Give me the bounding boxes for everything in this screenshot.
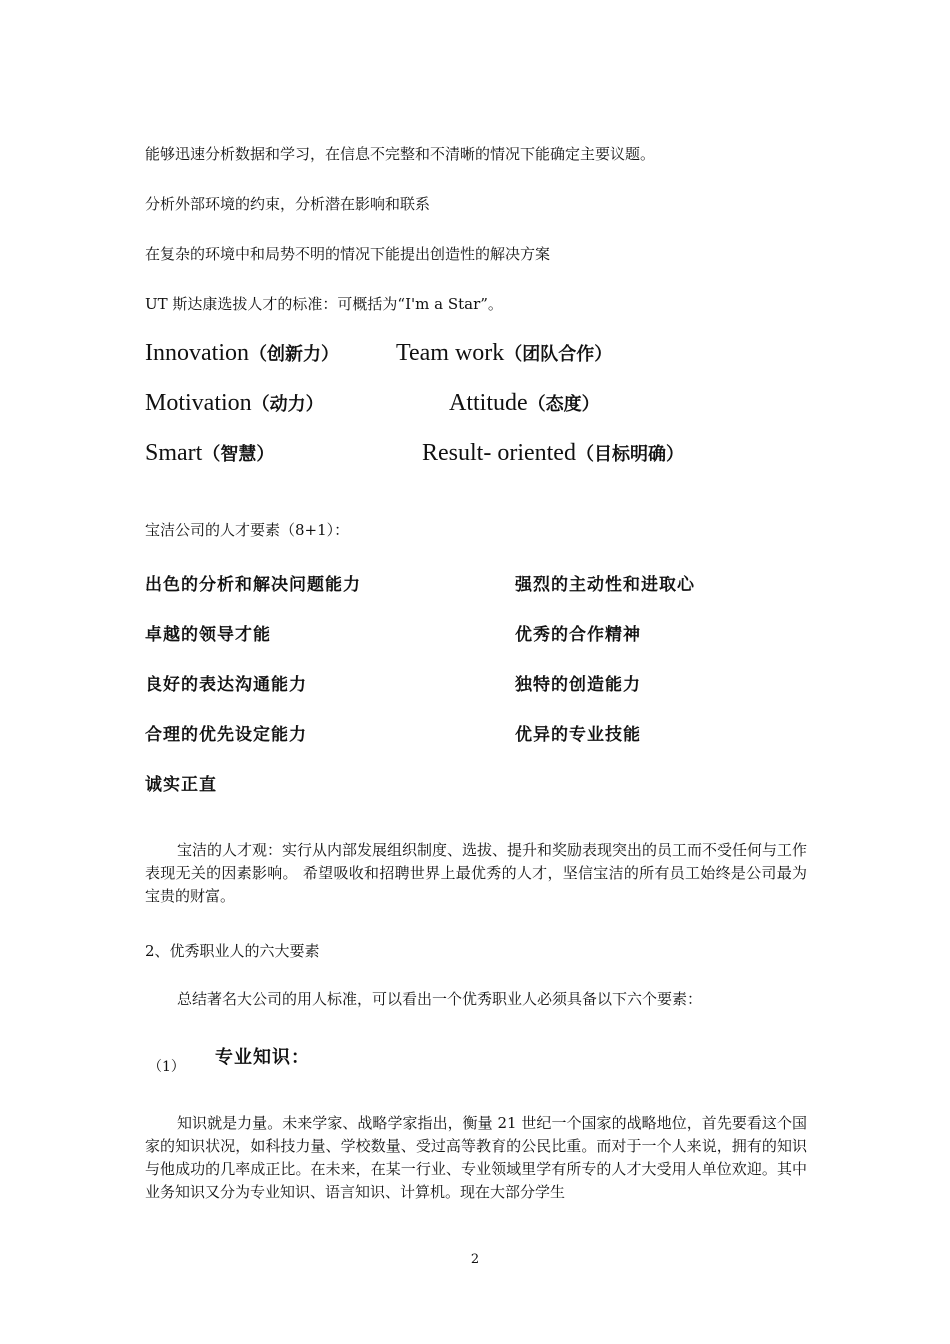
star-en: Result- oriented — [422, 440, 576, 466]
star-cn: （智慧） — [202, 444, 275, 465]
item-number: （1） — [148, 1059, 185, 1075]
star-motivation — [145, 390, 324, 417]
pg-item: 良好的表达沟通能力 — [145, 675, 307, 695]
pg-item: 优异的专业技能 — [515, 725, 641, 745]
star-cn: （创新力） — [248, 344, 339, 365]
pg-talent-view-paragraph: 宝洁的人才观：实行从内部发展组织制度、选拔、提升和奖励表现突出的员工而不受任何与工作表现无关的因素影响。 希望吸收和招聘世界上最优秀的人才，坚信宝洁的所有员工始终是公司最为宝贵的财富。 — [145, 841, 808, 905]
star-en: Innovation — [145, 340, 249, 366]
pg-item: 诚实正直 — [145, 775, 217, 795]
page-number: 2 — [470, 1252, 480, 1267]
pg-item: 卓越的领导才能 — [145, 625, 271, 645]
item-heading: 专业知识： — [215, 1047, 310, 1068]
intro-line-3: 在复杂的环境中和局势不明的情况下能提出创造性的解决方案 — [145, 245, 551, 263]
section-intro-paragraph: 总结著名大公司的用人标准，可以看出一个优秀职业人必须具备以下六个要素： — [177, 990, 703, 1008]
pg-title: 宝洁公司的人才要素（8+1）： — [145, 521, 350, 539]
star-result-oriented — [422, 440, 684, 467]
star-innovation — [145, 340, 339, 367]
star-en: Motivation — [145, 390, 252, 416]
star-en: Team work — [396, 340, 505, 366]
section-title: 2、优秀职业人的六大要素 — [145, 942, 320, 960]
intro-line-1: 能够迅速分析数据和学习，在信息不完整和不清晰的情况下能确定主要议题。 — [145, 145, 656, 163]
star-cn: （动力） — [251, 394, 324, 415]
pg-item: 强烈的主动性和进取心 — [515, 575, 695, 595]
star-teamwork — [396, 340, 612, 367]
star-cn: （团队合作） — [504, 344, 613, 365]
star-cn: （目标明确） — [575, 444, 684, 465]
pg-item: 合理的优先设定能力 — [145, 725, 307, 745]
star-en: Attitude — [449, 390, 528, 416]
knowledge-paragraph: 知识就是力量。未来学家、战略学家指出，衡量 21 世纪一个国家的战略地位，首先要看这个国家的知识状况，如科技力量、学校数量、受过高等教育的公民比重。而对于一个人来说，拥有的知识与他成功的几率成正比。在未来，在某一行业、专业领域里学有所专的人才大受用人单位欢迎。其中业务知识又分为专业知识、语言知识、计算机。现在大部分学生 — [145, 1114, 807, 1201]
intro-line-4: UT 斯达康选拔人才的标准：可概括为“I'm a Star”。 — [145, 295, 503, 313]
star-en: Smart — [145, 440, 203, 466]
intro-line-2: 分析外部环境的约束，分析潜在影响和联系 — [145, 195, 431, 213]
pg-item: 独特的创造能力 — [515, 675, 641, 695]
star-attitude — [449, 390, 600, 417]
pg-item: 优秀的合作精神 — [515, 625, 641, 645]
star-smart — [145, 440, 274, 467]
pg-item: 出色的分析和解决问题能力 — [145, 575, 361, 595]
star-cn: （态度） — [527, 394, 600, 415]
